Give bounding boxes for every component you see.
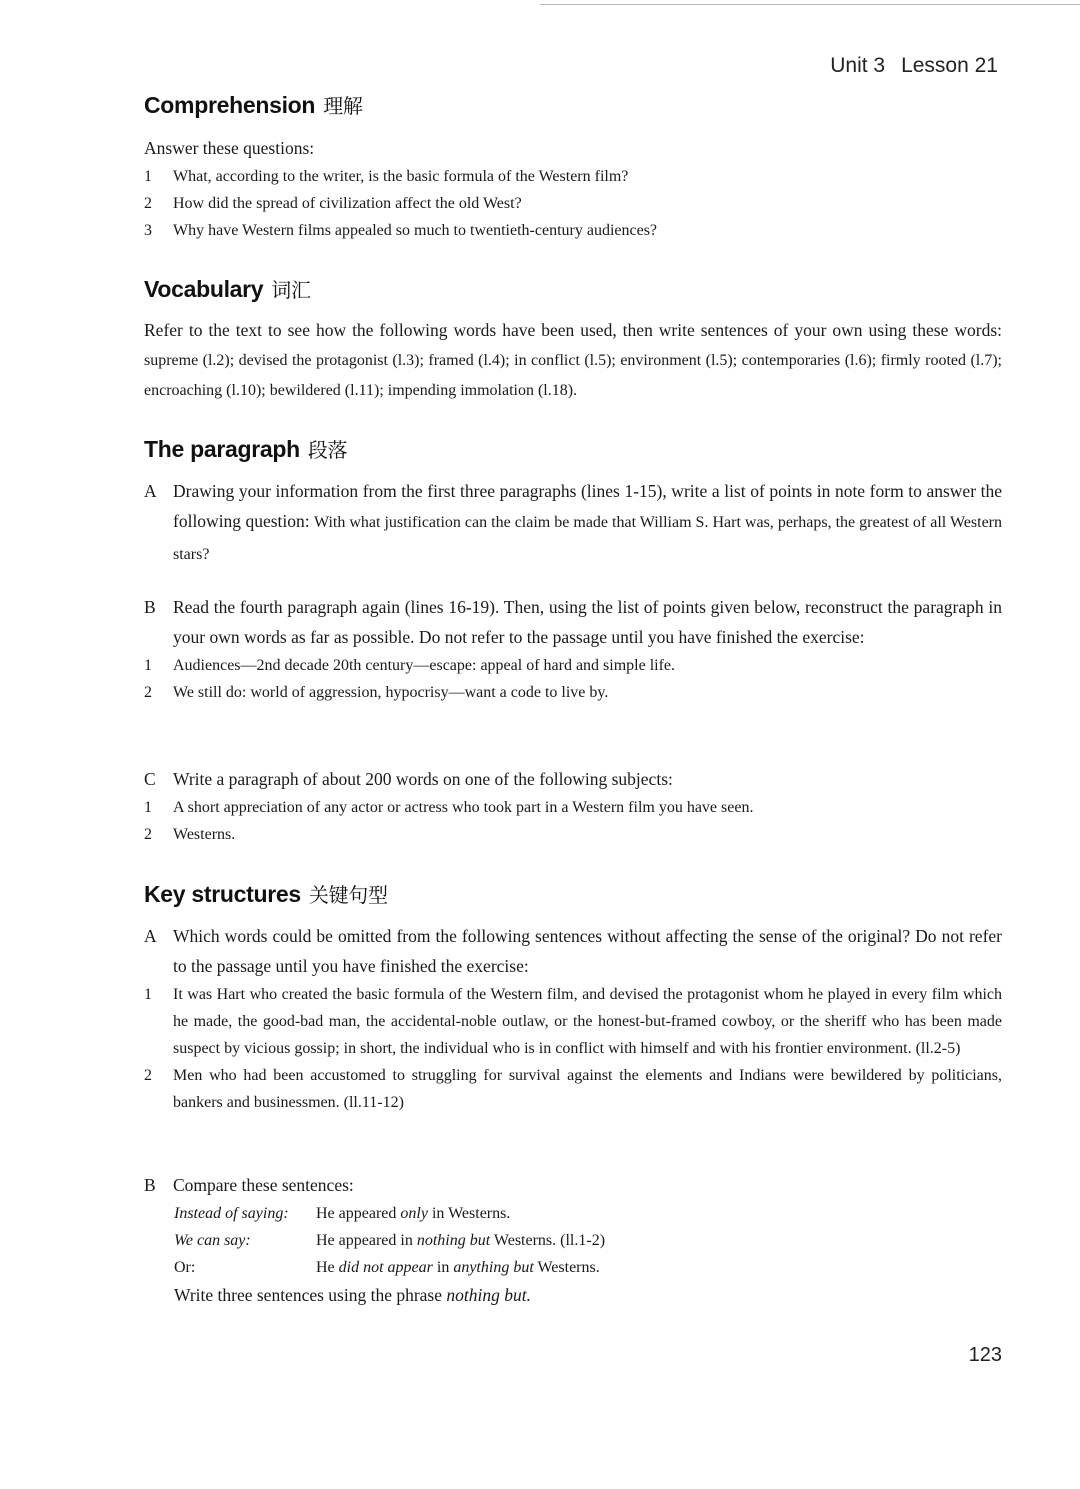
comprehension-title-zh: 理解 (323, 94, 363, 118)
paragraph-c-subject: 2 Westerns. (144, 826, 236, 843)
paragraph-b-point: 1 Audiences—2nd decade 20th century—escape: appeal of hard and simple life. (144, 657, 676, 674)
comparison-row: Or: He did not appear in anything but Westerns. (174, 1259, 600, 1276)
comprehension-title: Comprehension (144, 92, 316, 118)
comprehension-question: 1 What, according to the writer, is the basic formula of the Western film? (144, 168, 629, 185)
paragraph-exercise-b (144, 592, 1002, 706)
comparison-row: Instead of saying: He appeared only in Westerns. (174, 1205, 511, 1222)
comprehension-question: 3 Why have Western films appealed so much to twentieth-century audiences? (144, 222, 658, 239)
paragraph-c-subject: 1 A short appreciation of any actor or actress who took part in a Western film you have seen. (144, 799, 754, 816)
key-structures-exercise-b (144, 1170, 1002, 1310)
key-structures-a-sentence: 2 Men who had been accustomed to struggling for survival against the elements and Indians were bewildered by politicians, bankers and businessmen. (ll.11-12) (144, 1067, 1002, 1111)
paragraph-exercise-c (144, 764, 1002, 848)
unit-label: Unit 3 (830, 54, 886, 77)
key-structures-a-sentence: 1 It was Hart who created the basic formula of the Western film, and devised the protagonist whom he played in every film which he made, the good-bad man, the accidental-noble outlaw, or the honest-but-framed cowboy, or the sheriff who has been made suspect by vicious gossip; in short, the individual who is in conflict with himself and with his frontier environment. (ll.2-5) (144, 986, 1002, 1057)
vocabulary-title: Vocabulary (144, 276, 264, 302)
paragraph-title: The paragraph (144, 436, 300, 462)
paragraph-b-point: 2 We still do: world of aggression, hypocrisy—want a code to live by. (144, 684, 609, 701)
comprehension-intro: Answer these questions: (144, 138, 315, 158)
key-structures-heading (144, 879, 388, 908)
paragraph-heading (144, 434, 347, 463)
vocabulary-title-zh: 词汇 (271, 278, 311, 302)
comprehension-heading (144, 90, 363, 119)
comprehension-question: 2 How did the spread of civilization affect the old West? (144, 195, 522, 212)
vocabulary-word-list: supreme (l.2); devised the protagonist (l.3); framed (l.4); in conflict (l.5); environment (l.5); contemporaries (l.6); firmly rooted (l.7); encroaching (l.10); bewildered (l.11); impending immolation (l.18). (144, 352, 1002, 399)
paragraph-a-text: A Drawing your information from the first three paragraphs (lines 1-15), write a list of points in note form to answer the following question: With what justification can the claim be made that William S. Hart was, perhaps, the greatest of all Western stars? (144, 481, 1003, 563)
paragraph-title-zh: 段落 (307, 438, 348, 462)
key-structures-title: Key structures (144, 881, 301, 907)
paragraph-exercise-a (144, 476, 1002, 570)
page-number: 123 (968, 1344, 1002, 1366)
comprehension-section (144, 133, 1002, 244)
paragraph-c-text: C Write a paragraph of about 200 words on one of the following subjects: (144, 769, 673, 789)
vocabulary-instructions: Refer to the text to see how the following words have been used, then write sentences of your own using these words: supreme (l.2); devised the protagonist (l.3); framed (l.4); in conflict (l.5); environment (l.5); contemporaries (l.6); firmly rooted (l.7); encroaching (l.10); bewildered (l.11); impending immolation (l.18). (144, 320, 1002, 399)
vocabulary-section (144, 316, 1002, 405)
paragraph-b-text: B Read the fourth paragraph again (lines 16-19). Then, using the list of points given below, reconstruct the paragraph in your own words as far as possible. Do not refer to the passage until you have finished the exercise: (144, 597, 1002, 647)
key-structures-b-task: Write three sentences using the phrase nothing but. (174, 1285, 531, 1305)
vocabulary-heading (144, 274, 311, 303)
key-structures-b-text: B Compare these sentences: (144, 1175, 354, 1195)
top-rule (540, 4, 1080, 5)
running-head (830, 54, 998, 78)
lesson-label: Lesson 21 (901, 54, 998, 77)
paragraph-a-question: With what justification can the claim be made that William S. Hart was, perhaps, the greatest of all Western stars? (173, 514, 1003, 563)
comparison-row: We can say: He appeared in nothing but Westerns. (ll.1-2) (174, 1232, 606, 1249)
key-structures-a-text: A Which words could be omitted from the following sentences without affecting the sense of the original? Do not refer to the passage until you have finished the exercise: (144, 926, 1002, 976)
key-structures-exercise-a (144, 921, 1002, 1116)
key-structures-title-zh: 关键句型 (308, 883, 388, 907)
